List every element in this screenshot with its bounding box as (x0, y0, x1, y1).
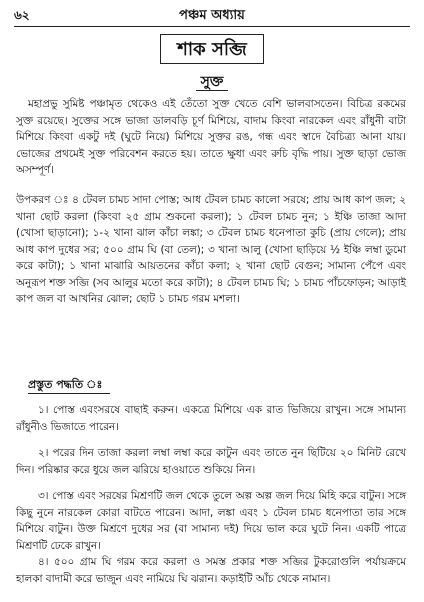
intro-paragraph: মহাপ্রভু সুমিষ্ট পঞ্চামৃত থেকেও এই তেঁতো সুক্ত খেতে বেশি ভালবাসতেন। বিচিত্র রকমের সুক্ত রয়েছে। সুক্তের সঙ্গে ভাজা ডালবড়ি চূর্ণ মিশিয়ে, বাদাম কিংবা নারকেল এবং রাঁধুনী বাটা মিশিয়ে কিংবা একটু দই (ঘুটে নিয়ে) মিশিয়ে সুক্তর রঙ, গন্ধ এবং স্বাদে বৈচিত্র্য আনা যায়। ভোজের প্রথমেই সুক্ত পরিবেশন করতে হয়। তাতে ক্ষুধা এবং রুচি বৃদ্ধি পায়। সুক্ত ছাড়া ভোজ অসম্পূর্ণ। (16, 98, 406, 176)
section-title: শাক সব্জি (160, 34, 264, 64)
method-step-2: ২। পরের দিন তাজা করলা লম্বা লম্বা করে কাটুন এবং তাতে নুন ছিটিয়ে ২০ মিনিট রেখে দিন। পরিষ্কার করে ধুয়ে জল ঝরিয়ে হাওয়াতে শুকিয়ে নিন। (16, 447, 406, 476)
page-header (14, 6, 410, 27)
page-number: ৬২ (14, 8, 30, 22)
method-step-4: ৪। ৫০০ গ্রাম ঘি গরম করে করলা ও সমস্ত প্রকার শক্ত সব্জির টুকরোগুলি পর্যায়ক্রমে হালকা বাদামী করে ভাজুন এবং নামিয়ে ঘি ঝরান। কড়াইটি আঁচ থেকে নামান। (16, 556, 406, 585)
recipe-title-underline (196, 90, 228, 91)
method-step-1: ১। পোস্ত এবংসরষে বাছাই করুন। একত্রে মিশিয়ে এক রাত ভিজিয়ে রাখুন। সঙ্গে সামান্য রাঁধুনীও ভিজাতে পারেন। (16, 404, 406, 433)
method-heading: প্রস্তুত পদ্ধতি ঃ (28, 378, 103, 391)
method-step-3: ৩। পোস্ত এবং সরষের মিশ্রণটি জল থেকে তুলে অল্প অল্প জল দিয়ে মিহি করে বাটুন। সঙ্গে কিছু নুনে নারকেল কোরা বাটতে পারেন। আদা, লঙ্কা এবং ১ টেবল চামচ ধনেপাতা তার সঙ্গে মিশিয়ে বাটুন। উক্ত মিশ্রণে দুধের সর (বা সামান্য দই) দিয়ে ভাল করে ঘুটে নিন। একটি পাত্রে মিশ্রণটি ঢেকে রাখুন। (16, 490, 406, 552)
chapter-title: পঞ্চম অধ্যায় (179, 8, 245, 23)
recipe-title: সুক্ত (200, 74, 224, 90)
ingredients-paragraph: উপকরণ ঃ ৪ টেবল চামচ সাদা পোস্ত; আধ টেবল চামচ কালো সরষে; প্রায় আধ কাপ জল; ২ খানা ছোট করলা (কিংবা ২৫ গ্রাম শুকনো করলা); ১ টেবল চামচ নুন; ১ ইঞ্চি তাজা আদা (খোসা ছাড়ানো); ১-২ খানা ঝাল কাঁচা লঙ্কা; ৩ টেবল চামচ ধনেপাতা কুচি (প্রায় গেলে); প্রায় আধ কাপ দুধের সর; ৫০০ গ্রাম ঘি (বা তেল); ৩ খানা আলু (খোসা ছাড়িয়ে ½ ইঞ্চি লম্বা ডুমো করে কাটা); ১ খানা মাঝারি আয়তনের কাঁচা কলা; ২ খানা ছোট বেগুন; সামান্য পেঁপে এবং অনুরূপ শক্ত সব্জি (সব আলুর মতো করে কাটা); ৪ টেবল চামচ ঘি; ১ চামচ পাঁচফোড়ন; আড়াই কাপ জল বা আখনির ঝোল; ছোট ১ চামচ গরম মশলা। (16, 194, 406, 305)
method-heading-underline (28, 393, 110, 394)
